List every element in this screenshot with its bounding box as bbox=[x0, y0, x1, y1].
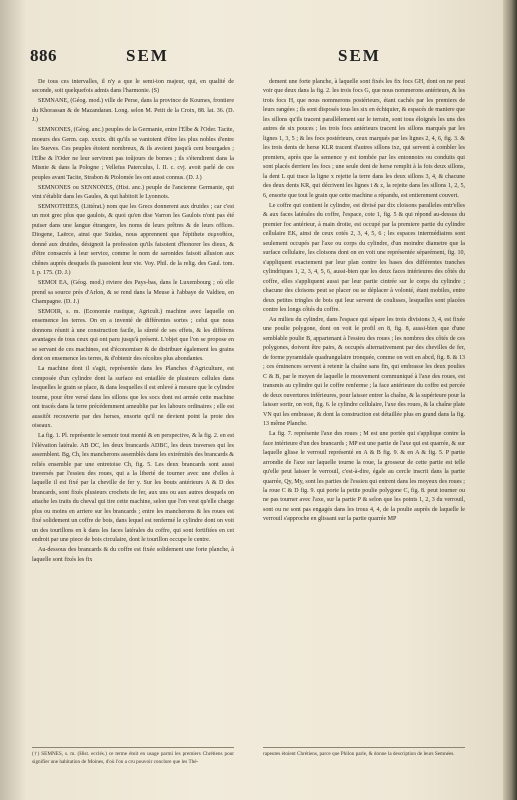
left-text-column bbox=[32, 78, 234, 746]
entry-paragraph: De tous ces intervalles, il n'y a que le semi-ton majeur, qui, en qualité de seconde, soit quelquefois admis dans l'harmonie. (S) bbox=[32, 79, 234, 95]
running-head-left: SEM bbox=[126, 46, 169, 65]
entry-paragraph: Au milieu du cylindre, dans l'espace qui sépare les trois divisions 3, 4, est fixée une poulie polygone, dont on voit le profil en 8, fig. 8, aussi-bien que d'une semblable poulie B, appartenant à l'essieu des roues ; les nombres des côtés de ces polygones, doivent être pairs, & occupés alternativement par des chevilles de fer, de forme pyramidale quadrangulaire tronquée, comme on voit en abcd, fig. 8. & 13 ; ces éminences servent à retenir la chaîne sans fin, qui embrasse les deux poulies C & B, par le moyen de laquelle le mouvement communiqué à l'axe des roues, est transmis au cylindre qui le coffre renferme ; la face antérieure du coffre est percée de deux ouvertures inférieures, pour laisser entrer la chaîne, & la supérieure pour la laisser sortir, on voit, fig. 6. le cylindre cellulaire, l'axe des roues, & la chaîne plate VN qui les embrasse, & dont la construction est détaillée plus en grand dans la fig. 13 même Planche. bbox=[263, 316, 465, 428]
entry-paragraph: SEMNONES, (Géog. anc.) peuples de la Germanie, entre l'Elbe & l'Oder. Tacite, moeurs des Germ. cap. xxxix. dit qu'ils se vantoient d'être les plus nobles d'entre les Sueves. Ces peuples étoient nombreux, & ils avoient jusqu'à cent bourgades ; l'Elbe & l'Oder ne leur servirent pas toûjours de bornes ; ils s'étendirent dans la Misnie & dans la Pologne ; Velleïus Paterculus, l. II. c. cvj. avoit parlé de ces peuples avant Tacite, Strabon & Ptolomée les ont aussi connus. (D. J.) bbox=[32, 127, 234, 181]
entry-paragraph: La machine dont il s'agit, représentée dans les Planches d'Agriculture, est composée d'un cylindre dont la surface est entaillée de plusieurs cellules dans lesquelles le grain se place, & dans lesquelles il est enlevé à mesure que le cylindre tourne, pour être versé dans les sillons que les socs dont est armée cette machine ont tracés dans la terre précédemment ameublie par les labours ordinaires ; elle est aussitôt recouverte par des herses, ensorte qu'il ne devient point la proie des oiseaux. bbox=[32, 366, 234, 430]
page-number: 886 bbox=[30, 46, 57, 65]
page-edge bbox=[503, 0, 517, 800]
footnote-left: (†) SEMNES, s. m. (Hist. ecclés.) ce terme étoit en usage parmi les premiers Chrétiens pour signifier une habitation de Moines, d'où l'on a cru pouvoir conclure que les Thé- bbox=[32, 747, 234, 766]
entry-paragraph: La fig. 7. représente l'axe des roues ; M est une portée qui s'applique contre la face intérieure d'un des brancards ; MP est une partie de l'axe qui est quarrée, & sur laquelle glisse le verrouil représenté en A & B fig. 9. & en A & fig. 5. P partie arrondie de l'axe sur laquelle tourne la roue, la grosseur de cette partie est telle qu'elle peut laisser le verrouil, c'est-à-dire, égale au cercle inscrit dans la partie quarrée, Qy, My, sont les parties de l'essieu qui entrent dans les moyeux des roues ; la roue C & D fig. 9. qui porte la petite poulie polygone C, fig. 8. peut tourner ou ne pas tourner avec l'axe, sur la partie P & selon que les points 1, 2, 3 du verrouil, sont ou ne sont pas engagés dans les trous 4, 4, de la poulie auprès de laquelle le verrouil s'approche en glissant sur la partie quarrée MP bbox=[263, 431, 465, 523]
footnote-right: rapeutes étoient Chrétiens, parce que Philon parle, & donne la description de leurs Semnées. bbox=[263, 747, 465, 759]
binding-shadow bbox=[0, 0, 26, 800]
page-header bbox=[30, 46, 476, 72]
entry-paragraph: SEMNOTHEES, (Littérat.) nom que les Grecs donnerent aux druides ; car c'est un mot grec plus que gaulois, & quoi qu'en dise Varron les Gaulois n'ont pas été puiser dans une langue étrangere, les noms de leurs prêtres & de leurs offices. Diogene, Laërce, ainsi que Suidas, nous apprennent que l'épithete σεμνοθέοι, donné aux druides, désignoit la profession qu'ils faisoient d'honorer les dieux, & d'être consacrés à leur service, comme le nom de saronides faisoit allusion aux chênes auprès desquels ils passoient leur vie. Voy. Phil. de la relig. des Gaul. tom. I. p. 175. (D. J.) bbox=[32, 203, 234, 277]
running-head-right: SEM bbox=[338, 46, 381, 65]
entry-paragraph: SEMOIR, s. m. (Economie rustique, Agricult.) machine avec laquelle on ensemence les terres. On en a inventé de différentes sortes ; celui que nous donnons réunit à une construction facile, la sûreté de ses effets, & les différens avantages de tous ceux qui ont paru jusqu'à présent. L'objet que l'on se propose en se servant de ces machines, est d'économiser & de distribuer également les grains dont on ensemence les terres, & d'obtenir des récoltes plus abondantes. bbox=[32, 308, 234, 363]
entry-paragraph: SEMNANE, (Géog. mod.) ville de Perse, dans la province de Koumes, frontiere du Khorassan & de Mazandaran. Long. selon M. Petit de la Croix, 88. lat. 36. (D. J.) bbox=[32, 98, 234, 124]
entry-paragraph: SEMNONES ou SENNONES, (Hist. anc.) peuple de l'ancienne Germanie, qui vint s'établir dans les Gaules, & qui habitoit le Lyonnois. bbox=[32, 184, 234, 200]
entry-paragraph: Au-dessous des brancards & du coffre est fixée solidement une forte planche, à laquelle sont fixés les fix bbox=[32, 547, 234, 563]
entry-paragraph: SEMOI EA, (Géog. mod.) riviere des Pays-bas, dans le Luxembourg ; où elle prend sa source près d'Arlon, & se rend dans la Meuse à l'abbaye de Valdieu, en Champagne. (D. J.) bbox=[32, 280, 234, 306]
entry-paragraph: Le coffre qui contient le cylindre, est divisé par dix cloisons paralleles entr'elles & aux faces latérales du coffre, l'espace, cote 1, fig. 5 & qui répond au-dessus du premier foc antérieur, à main droite, est occupé par la premiere partie du cylindre cellulaire EK, ainsi de ceux cotés 2, 3, 4, 5, 6 ; les espaces intermédiaires sont seulement occupés par l'axe ou corps du cylindre, d'un moindre diametre que la surface cellulaire, les cloisons dont on en voit une représentée séparément, fig. 10, s'appliquent exactement par leur plan contre les bases des différentes tranches cylindriques 1, 2, 3, 4, 5, 6, aussi-bien que les deux faces intérieures des côtés du coffre, elles s'appliquent aussi par leur partie cintrée sur le corps du cylindre ; chacune des cloisons peut se placer ou se déplacer à volonté, étant mobiles, entre deux petites tringles de bois qui leur servent de coulisses, lesquelles sont placées contre les longs côtés du coffre. bbox=[263, 202, 465, 314]
entry-paragraph: dement une forte planche, à laquelle sont fixés les fix focs GH, dont on ne peut voir que deux dans la fig. 2. les trois focs G, que nous nommerons antérieurs, & les trois focs H, que nous nommerons postérieurs, étant cachés par les premiers de leurs rangées ; ils sont disposés tous les six en échiquier, & espacés de maniere que les sillons qu'ils tracent parallélement sur le terrain, sont tous éloignés les uns des autres de six pouces ; les trois focs antérieurs tracent les sillons marqués par les lignes 1, 3, 5 ; & les focs postérieurs, ceux marqués par les lignes 2, 4, 6, fig. 3. & les trois dents de herse KLR tracent d'autres sillons ixz, qui servent à combler les premiers, après que la semence y est tombée par les entonnoirs ou conduits qui sont placés derriere les focs ; une seule dent de herse remplit à la fois deux sillons, la dent L qui trace la ligne x rejette la terre dans les deux sillons 3, 4, & chacune des deux dents KR, qui décrivent les lignes i & z, la rejette dans les sillons 1, 2, 5, 6, ensorte que tout le grain que cette machine a répandu, est entierement couvert. bbox=[263, 79, 465, 199]
entry-paragraph: La fig. 1. Pl. représente le semoir tout monté & en perspective, & la fig. 2. en est l'élévation latérale. AB DC, les deux brancards ADBC, les deux traverses qui les assemblent. Bg, Ch, les mancherons assemblés dans les extrémités des brancards & reliés ensemble par une entretoise Ch, fig. 5. Les deux brancards sont aussi traversés par l'essieu des roues, qui a la liberté de tourner avec une d'elles à laquelle il est fixé par la cheville de fer y. Sur les bouts antérieurs A & D des brancards, sont fixés plusieurs crochets de fer, aux uns ou aux autres desquels on attache les traits du cheval qui tire cette machine, selon que l'on veut qu'elle charge plus ou moins en arriere sur les brancards ; entre les mancherons & les roues est fixé solidement un coffre de bois, dans lequel est renfermé le cylindre dont on voit un des tourillons en k dans les faces latérales du coffre, qui sont fortifiées en cet endroit par une piece de bois circulaire, dont le tourillon occupe le centre. bbox=[32, 433, 234, 544]
right-text-column bbox=[263, 78, 465, 746]
